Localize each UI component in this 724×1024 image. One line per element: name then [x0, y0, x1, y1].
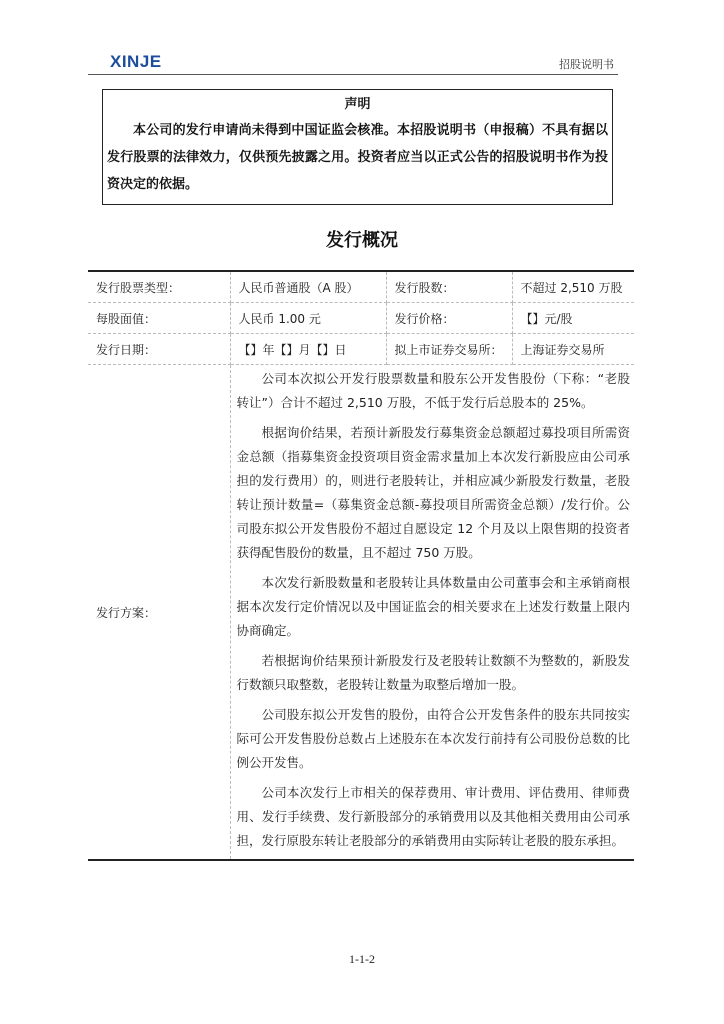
table-cell-label: 发行股数：: [386, 271, 512, 303]
document-type-label: 招股说明书: [559, 58, 614, 71]
table-cell-label: 拟上市证券交易所：: [386, 334, 512, 365]
plan-label: 发行方案：: [88, 365, 230, 861]
plan-paragraph: 根据询价结果，若预计新股发行募集资金总额超过募投项目所需资金总额（指募集资金投资项目资金需求量加上本次发行新股应由公司承担的发行费用）的，则进行老股转让，并相应减少新股发行数量，老股转让预计数量=（募集资金总额-募投项目所需资金总额）/发行价。公司股东拟公开发售股份不超过自愿设定 12 个月及以上限售期的投资者获得配售股份的数量，且不超过 750 万股。: [236, 425, 630, 560]
plan-paragraph: 公司本次发行上市相关的保荐费用、审计费用、评估费用、律师费用、发行手续费、发行新股部分的承销费用以及其他相关费用由公司承担，发行原股东转让老股部分的承销费用由实际转让老股的股东承担。: [236, 785, 630, 848]
table-cell-value: 人民币普通股（A 股）: [230, 271, 386, 303]
table-cell-label: 每股面值：: [88, 303, 230, 334]
table-row: [88, 334, 634, 365]
disclaimer-text: 本公司的发行申请尚未得到中国证监会核准。本招股说明书（申报稿）不具有据以发行股票的法律效力，仅供预先披露之用。投资者应当以正式公告的招股说明书作为投资决定的依据。: [107, 123, 608, 192]
company-logo: XINJE: [110, 52, 162, 71]
page-header: [88, 50, 618, 75]
table-row: [88, 271, 634, 303]
table-cell-value: 【】年【】月【】日: [230, 334, 386, 365]
plan-paragraph: 若根据询价结果预计新股发行及老股转让数额不为整数的，新股发行数额只取整数，老股转让数量为取整后增加一股。: [236, 653, 630, 692]
table-row-plan: [88, 365, 634, 861]
table-cell-value: 上海证券交易所: [512, 334, 634, 365]
plan-paragraph: 公司股东拟公开发售的股份，由符合公开发售条件的股东共同按实际可公开发售股份总数占上述股东在本次发行前持有公司股份总数的比例公开发售。: [236, 707, 630, 770]
page-number: 1-1-2: [349, 952, 375, 966]
table-cell-label: 发行日期：: [88, 334, 230, 365]
table-cell-value: 人民币 1.00 元: [230, 303, 386, 334]
table-cell-value: 不超过 2,510 万股: [512, 271, 634, 303]
section-title: 发行概况: [326, 230, 398, 251]
plan-paragraph: 本次发行新股数量和老股转让具体数量由公司董事会和主承销商根据本次发行定价情况以及中国证监会的相关要求在上述发行数量上限内协商确定。: [236, 575, 630, 638]
disclaimer-box: [102, 89, 613, 205]
plan-paragraph: 公司本次拟公开发行股票数量和股东公开发售股份（下称：“老股转让”）合计不超过 2,510 万股，不低于发行后总股本的 25%。: [236, 371, 630, 410]
table-cell-label: 发行价格：: [386, 303, 512, 334]
disclaimer-title: 声明: [344, 97, 371, 112]
table-cell-value: 【】元/股: [512, 303, 634, 334]
offering-summary-table: [88, 270, 634, 861]
table-row: [88, 303, 634, 334]
table-cell-label: 发行股票类型：: [88, 271, 230, 303]
plan-text: [230, 365, 634, 861]
